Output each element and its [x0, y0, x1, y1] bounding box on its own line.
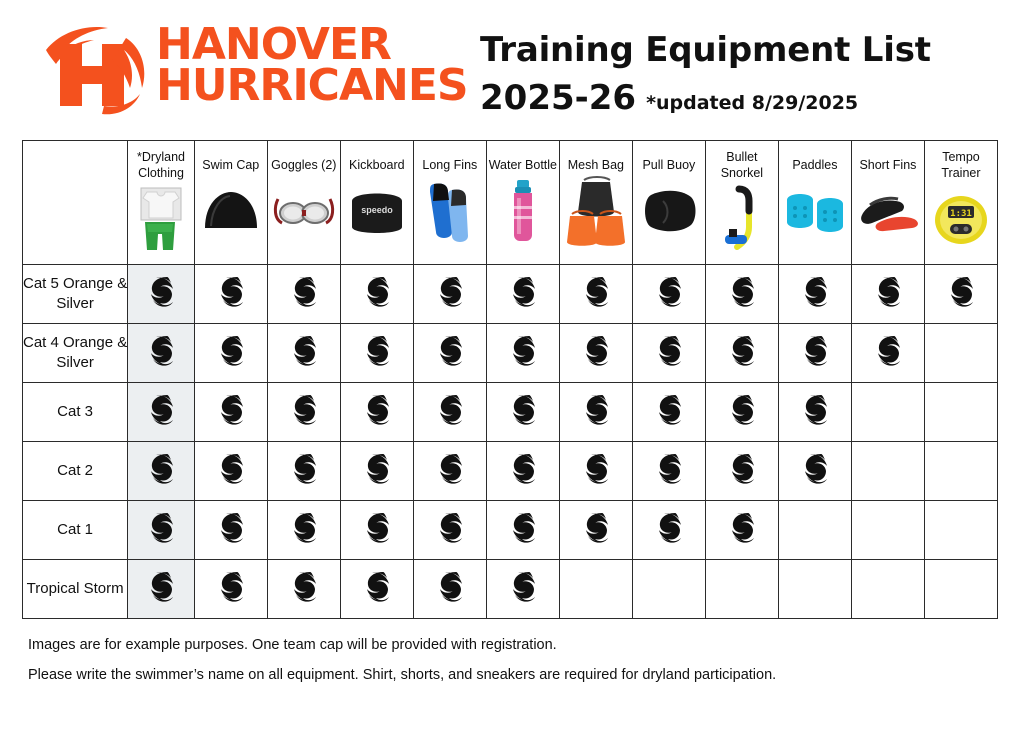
cell-kickboard [340, 442, 413, 501]
dryland-clothing-icon [128, 183, 194, 257]
hurricane-mark-icon [364, 275, 390, 309]
cell-dryland-clothing [128, 265, 195, 324]
cell-bullet-snorkel [705, 560, 778, 619]
cell-pull-buoy [632, 501, 705, 560]
hurricane-mark-icon [510, 570, 536, 604]
cell-long-fins [413, 560, 486, 619]
svg-text:speedo: speedo [361, 204, 393, 215]
cell-tempo-trainer [924, 442, 997, 501]
cell-dryland-clothing [128, 501, 195, 560]
hurricane-mark-icon [218, 452, 244, 486]
hurricane-mark-icon [218, 393, 244, 427]
hurricane-mark-icon [291, 334, 317, 368]
svg-text:1:31: 1:31 [950, 208, 972, 219]
hurricane-mark-icon [218, 511, 244, 545]
hurricane-mark-icon [291, 452, 317, 486]
hurricane-mark-icon [291, 570, 317, 604]
row-label: Cat 4 Orange & Silver [23, 324, 128, 383]
cell-water-bottle [486, 442, 559, 501]
cell-swim-cap [194, 560, 267, 619]
hurricane-mark-icon [875, 275, 901, 309]
column-label: *Dryland Clothing [137, 149, 185, 180]
season-label: 2025-26 [480, 78, 637, 118]
cell-mesh-bag [559, 265, 632, 324]
column-label: Mesh Bag [567, 157, 624, 172]
column-header-short-fins [851, 141, 924, 265]
column-header-paddles [778, 141, 851, 265]
cell-mesh-bag [559, 442, 632, 501]
hurricane-mark-icon [510, 511, 536, 545]
footnotes [28, 637, 1019, 683]
cell-short-fins [851, 501, 924, 560]
column-label: Goggles (2) [271, 157, 337, 172]
column-label: Water Bottle [488, 157, 557, 172]
cell-swim-cap [194, 442, 267, 501]
column-label: Short Fins [859, 157, 917, 172]
cell-swim-cap [194, 501, 267, 560]
hurricane-mark-icon [510, 393, 536, 427]
cell-goggles [267, 324, 340, 383]
short-fins-icon [852, 175, 924, 249]
pull-buoy-icon [633, 175, 705, 249]
hurricane-mark-icon [510, 275, 536, 309]
goggles-icon [268, 175, 340, 249]
team-logo [0, 14, 480, 118]
hurricane-mark-icon [364, 334, 390, 368]
cell-kickboard [340, 501, 413, 560]
hurricane-mark-icon [148, 393, 174, 427]
column-header-dryland-clothing [128, 141, 195, 265]
cell-mesh-bag [559, 324, 632, 383]
cell-paddles [778, 501, 851, 560]
cell-pull-buoy [632, 324, 705, 383]
column-label: Bullet Snorkel [720, 149, 764, 180]
hurricane-mark-icon [364, 452, 390, 486]
hurricane-mark-icon [148, 452, 174, 486]
cell-short-fins [851, 265, 924, 324]
hurricane-mark-icon [510, 334, 536, 368]
hurricane-mark-icon [583, 275, 609, 309]
hurricane-mark-icon [218, 275, 244, 309]
column-label: Kickboard [349, 157, 405, 172]
cell-kickboard [340, 383, 413, 442]
hurricane-mark-icon [583, 452, 609, 486]
hurricane-mark-icon [437, 570, 463, 604]
cell-pull-buoy [632, 442, 705, 501]
long-fins-icon [414, 175, 486, 249]
column-header-bullet-snorkel [705, 141, 778, 265]
hurricane-mark-icon [148, 570, 174, 604]
hurricane-mark-icon [729, 334, 755, 368]
hurricane-mark-icon [148, 511, 174, 545]
updated-label: *updated 8/29/2025 [646, 92, 859, 114]
equipment-table [22, 140, 998, 619]
cell-long-fins [413, 442, 486, 501]
cell-water-bottle [486, 560, 559, 619]
cell-swim-cap [194, 383, 267, 442]
cell-tempo-trainer [924, 383, 997, 442]
hurricane-mark-icon [437, 275, 463, 309]
hurricane-mark-icon [656, 393, 682, 427]
swim-cap-icon [195, 175, 267, 249]
cell-goggles [267, 501, 340, 560]
column-header-goggles [267, 141, 340, 265]
cell-mesh-bag [559, 560, 632, 619]
cell-short-fins [851, 324, 924, 383]
column-header-long-fins [413, 141, 486, 265]
cell-goggles [267, 560, 340, 619]
page-title: Training Equipment List [480, 30, 931, 70]
hurricane-mark-icon [510, 452, 536, 486]
row-label: Cat 5 Orange & Silver [23, 265, 128, 324]
cell-kickboard [340, 560, 413, 619]
cell-dryland-clothing [128, 383, 195, 442]
hurricane-mark-icon [656, 334, 682, 368]
hurricane-mark-icon [875, 334, 901, 368]
cell-kickboard [340, 265, 413, 324]
hurricane-mark-icon [802, 452, 828, 486]
cell-paddles [778, 560, 851, 619]
cell-long-fins [413, 265, 486, 324]
hurricane-mark-icon [583, 334, 609, 368]
cell-long-fins [413, 501, 486, 560]
column-header-swim-cap [194, 141, 267, 265]
cell-goggles [267, 442, 340, 501]
cell-swim-cap [194, 324, 267, 383]
cell-tempo-trainer [924, 560, 997, 619]
table-body [23, 265, 998, 619]
footnote-2: Please write the swimmer’s name on all equipment. Shirt, shorts, and sneakers are required for dryland participation. [28, 667, 777, 683]
cell-bullet-snorkel [705, 324, 778, 383]
column-header-mesh-bag [559, 141, 632, 265]
column-label: Long Fins [422, 157, 478, 172]
hurricane-mark-icon [437, 452, 463, 486]
column-label: Tempo Trainer [941, 149, 981, 180]
table-row [23, 501, 998, 560]
cell-dryland-clothing [128, 324, 195, 383]
cell-tempo-trainer [924, 265, 997, 324]
mesh-bag-icon [560, 175, 632, 249]
hurricane-mark-icon [802, 275, 828, 309]
cell-bullet-snorkel [705, 265, 778, 324]
cell-mesh-bag [559, 383, 632, 442]
cell-water-bottle [486, 501, 559, 560]
hurricane-mark-icon [729, 511, 755, 545]
cell-dryland-clothing [128, 442, 195, 501]
hurricane-mark-icon [948, 275, 974, 309]
hurricane-mark-icon [656, 275, 682, 309]
cell-long-fins [413, 324, 486, 383]
table-header-row [23, 141, 998, 265]
column-header-water-bottle [486, 141, 559, 265]
row-label: Cat 3 [23, 383, 128, 442]
cell-paddles [778, 442, 851, 501]
hurricane-mark-icon [437, 511, 463, 545]
cell-bullet-snorkel [705, 383, 778, 442]
cell-short-fins [851, 383, 924, 442]
hurricane-mark-icon [364, 511, 390, 545]
cell-kickboard [340, 324, 413, 383]
hurricane-mark-icon [802, 334, 828, 368]
hurricane-mark-icon [148, 334, 174, 368]
hurricane-mark-icon [437, 334, 463, 368]
cell-dryland-clothing [128, 560, 195, 619]
hurricane-mark-icon [291, 275, 317, 309]
hurricane-mark-icon [729, 393, 755, 427]
cell-tempo-trainer [924, 501, 997, 560]
cell-paddles [778, 383, 851, 442]
table-row [23, 442, 998, 501]
hurricane-mark-icon [583, 393, 609, 427]
tempo-trainer-icon [925, 183, 997, 257]
table-row [23, 383, 998, 442]
cell-tempo-trainer [924, 324, 997, 383]
hurricane-mark-icon [364, 393, 390, 427]
hurricane-mark-icon [437, 393, 463, 427]
row-label: Tropical Storm [23, 560, 128, 619]
logo-wordmark [156, 19, 468, 111]
hurricane-mark-icon [291, 393, 317, 427]
hurricane-mark-icon [218, 334, 244, 368]
kickboard-icon [341, 175, 413, 249]
cell-short-fins [851, 560, 924, 619]
column-header-tempo-trainer [924, 141, 997, 265]
hurricane-mark-icon [364, 570, 390, 604]
logo-line-2: HURRICANES [156, 60, 468, 111]
table-corner-cell [23, 141, 128, 265]
title-block [480, 14, 931, 118]
column-label: Paddles [792, 157, 838, 172]
water-bottle-icon [487, 175, 559, 249]
hurricane-mark-icon [218, 570, 244, 604]
hurricane-mark-icon [729, 452, 755, 486]
hurricane-mark-icon [656, 452, 682, 486]
hurricane-mark-icon [656, 511, 682, 545]
logo-line-1: HANOVER [156, 19, 391, 71]
hurricane-mark-icon [729, 275, 755, 309]
row-label: Cat 2 [23, 442, 128, 501]
hurricane-mark-icon [802, 393, 828, 427]
title-subline [480, 78, 931, 118]
column-label: Swim Cap [202, 157, 260, 172]
cell-goggles [267, 383, 340, 442]
table-row [23, 265, 998, 324]
hurricane-mark-icon [583, 511, 609, 545]
cell-short-fins [851, 442, 924, 501]
column-label: Pull Buoy [642, 157, 696, 172]
cell-mesh-bag [559, 501, 632, 560]
cell-pull-buoy [632, 560, 705, 619]
footnote-1: Images are for example purposes. One team cap will be provided with registration. [28, 637, 557, 653]
row-label: Cat 1 [23, 501, 128, 560]
column-header-kickboard [340, 141, 413, 265]
cell-goggles [267, 265, 340, 324]
cell-water-bottle [486, 383, 559, 442]
cell-bullet-snorkel [705, 501, 778, 560]
cell-pull-buoy [632, 383, 705, 442]
cell-bullet-snorkel [705, 442, 778, 501]
cell-water-bottle [486, 324, 559, 383]
cell-water-bottle [486, 265, 559, 324]
hurricane-mark-icon [291, 511, 317, 545]
table-row [23, 324, 998, 383]
cell-paddles [778, 265, 851, 324]
table-row [23, 560, 998, 619]
column-header-pull-buoy [632, 141, 705, 265]
cell-swim-cap [194, 265, 267, 324]
cell-pull-buoy [632, 265, 705, 324]
bullet-snorkel-icon [706, 183, 778, 257]
cell-paddles [778, 324, 851, 383]
cell-long-fins [413, 383, 486, 442]
paddles-icon [779, 175, 851, 249]
hurricane-mark-icon [148, 275, 174, 309]
hurricane-h-logo-icon [38, 14, 150, 118]
page-header [0, 0, 1019, 118]
